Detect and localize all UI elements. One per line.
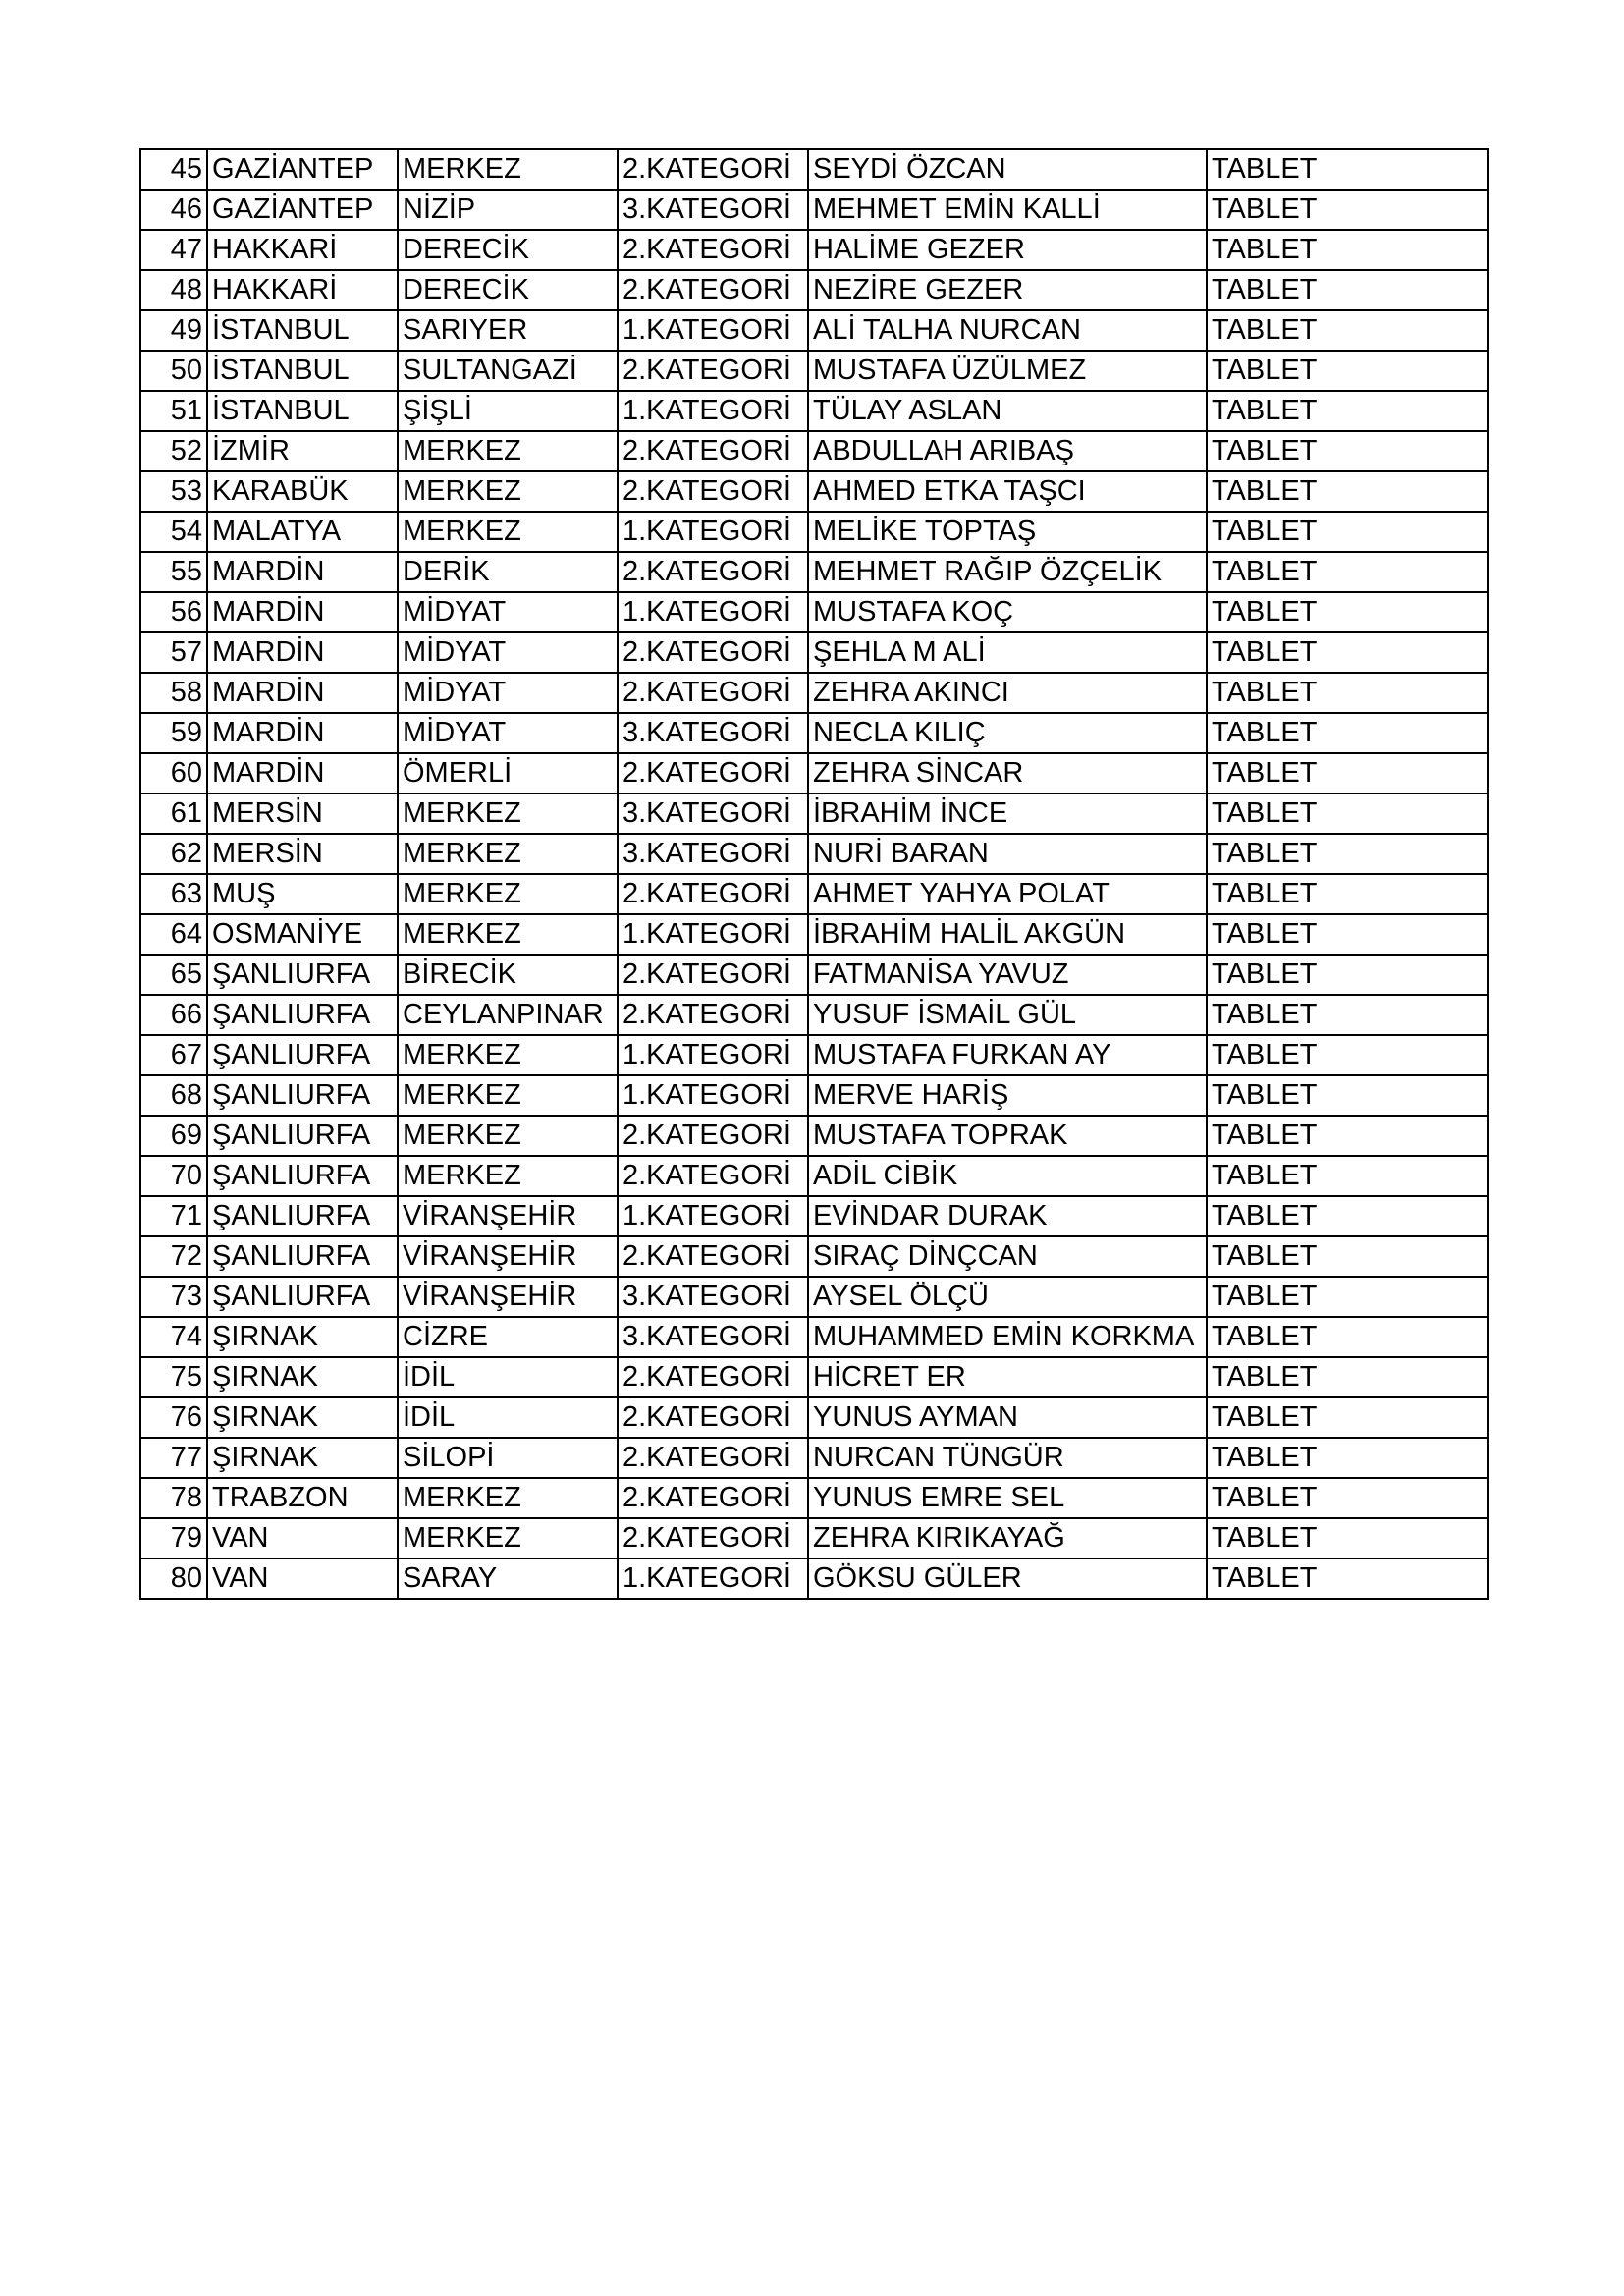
province-cell: ŞIRNAK: [207, 1357, 398, 1397]
name-cell: TÜLAY ASLAN: [808, 391, 1207, 431]
table-row: [140, 793, 1488, 834]
province-cell: VAN: [207, 1518, 398, 1558]
row-number-cell: 64: [140, 914, 207, 955]
row-number-cell: 58: [140, 673, 207, 713]
district-cell: MİDYAT: [398, 632, 618, 673]
name-cell: YUNUS EMRE SEL: [808, 1478, 1207, 1518]
table-row: [140, 874, 1488, 914]
province-cell: ŞANLIURFA: [207, 995, 398, 1035]
table-row: [140, 552, 1488, 592]
district-cell: DERİK: [398, 552, 618, 592]
district-cell: DERECİK: [398, 270, 618, 310]
table-row: [140, 632, 1488, 673]
province-cell: MARDİN: [207, 592, 398, 632]
name-cell: MUSTAFA FURKAN AY: [808, 1035, 1207, 1075]
category-cell: 2.KATEGORİ: [618, 1478, 808, 1518]
table-row: [140, 310, 1488, 351]
district-cell: MERKEZ: [398, 874, 618, 914]
category-cell: 3.KATEGORİ: [618, 1317, 808, 1357]
province-cell: ŞANLIURFA: [207, 1035, 398, 1075]
name-cell: FATMANİSA YAVUZ: [808, 955, 1207, 995]
table-row: [140, 834, 1488, 874]
name-cell: AYSEL ÖLÇÜ: [808, 1277, 1207, 1317]
row-number-cell: 67: [140, 1035, 207, 1075]
name-cell: ZEHRA KIRIKAYAĞ: [808, 1518, 1207, 1558]
district-cell: İDİL: [398, 1357, 618, 1397]
table-row: [140, 1035, 1488, 1075]
prize-cell: TABLET: [1207, 190, 1488, 230]
province-cell: MARDİN: [207, 753, 398, 793]
category-cell: 3.KATEGORİ: [618, 793, 808, 834]
category-cell: 2.KATEGORİ: [618, 673, 808, 713]
province-cell: MARDİN: [207, 632, 398, 673]
province-cell: ŞANLIURFA: [207, 1156, 398, 1196]
prize-cell: TABLET: [1207, 149, 1488, 190]
name-cell: MUSTAFA TOPRAK: [808, 1116, 1207, 1156]
prize-cell: TABLET: [1207, 1317, 1488, 1357]
table-row: [140, 1075, 1488, 1116]
category-cell: 2.KATEGORİ: [618, 1357, 808, 1397]
row-number-cell: 75: [140, 1357, 207, 1397]
row-number-cell: 71: [140, 1196, 207, 1236]
table-row: [140, 1277, 1488, 1317]
district-cell: MERKEZ: [398, 431, 618, 471]
category-cell: 3.KATEGORİ: [618, 190, 808, 230]
name-cell: EVİNDAR DURAK: [808, 1196, 1207, 1236]
name-cell: YUNUS AYMAN: [808, 1397, 1207, 1438]
results-table: [139, 148, 1489, 1600]
district-cell: VİRANŞEHİR: [398, 1277, 618, 1317]
row-number-cell: 65: [140, 955, 207, 995]
row-number-cell: 49: [140, 310, 207, 351]
district-cell: MİDYAT: [398, 673, 618, 713]
province-cell: ŞANLIURFA: [207, 1075, 398, 1116]
row-number-cell: 74: [140, 1317, 207, 1357]
name-cell: İBRAHİM İNCE: [808, 793, 1207, 834]
district-cell: MERKEZ: [398, 1035, 618, 1075]
table-row: [140, 1196, 1488, 1236]
prize-cell: TABLET: [1207, 270, 1488, 310]
province-cell: MUŞ: [207, 874, 398, 914]
category-cell: 1.KATEGORİ: [618, 1075, 808, 1116]
prize-cell: TABLET: [1207, 1478, 1488, 1518]
name-cell: NECLA KILIÇ: [808, 713, 1207, 753]
district-cell: MERKEZ: [398, 1518, 618, 1558]
district-cell: MERKEZ: [398, 471, 618, 512]
table-row: [140, 995, 1488, 1035]
province-cell: İSTANBUL: [207, 310, 398, 351]
category-cell: 2.KATEGORİ: [618, 351, 808, 391]
prize-cell: TABLET: [1207, 431, 1488, 471]
name-cell: MEHMET EMİN KALLİ: [808, 190, 1207, 230]
name-cell: MEHMET RAĞIP ÖZÇELİK: [808, 552, 1207, 592]
prize-cell: TABLET: [1207, 1196, 1488, 1236]
prize-cell: TABLET: [1207, 1075, 1488, 1116]
row-number-cell: 77: [140, 1438, 207, 1478]
name-cell: NURİ BARAN: [808, 834, 1207, 874]
prize-cell: TABLET: [1207, 1156, 1488, 1196]
table-row: [140, 1236, 1488, 1277]
name-cell: ZEHRA SİNCAR: [808, 753, 1207, 793]
district-cell: MERKEZ: [398, 914, 618, 955]
prize-cell: TABLET: [1207, 713, 1488, 753]
district-cell: DERECİK: [398, 230, 618, 270]
category-cell: 1.KATEGORİ: [618, 1196, 808, 1236]
district-cell: MİDYAT: [398, 713, 618, 753]
prize-cell: TABLET: [1207, 1277, 1488, 1317]
name-cell: AHMET YAHYA POLAT: [808, 874, 1207, 914]
category-cell: 2.KATEGORİ: [618, 471, 808, 512]
table-row: [140, 512, 1488, 552]
province-cell: VAN: [207, 1558, 398, 1599]
table-row: [140, 1558, 1488, 1599]
district-cell: SARAY: [398, 1558, 618, 1599]
table-row: [140, 391, 1488, 431]
table-row: [140, 713, 1488, 753]
name-cell: NEZİRE GEZER: [808, 270, 1207, 310]
name-cell: HALİME GEZER: [808, 230, 1207, 270]
row-number-cell: 56: [140, 592, 207, 632]
row-number-cell: 72: [140, 1236, 207, 1277]
name-cell: MELİKE TOPTAŞ: [808, 512, 1207, 552]
row-number-cell: 52: [140, 431, 207, 471]
province-cell: ŞANLIURFA: [207, 955, 398, 995]
prize-cell: TABLET: [1207, 552, 1488, 592]
district-cell: MERKEZ: [398, 834, 618, 874]
category-cell: 2.KATEGORİ: [618, 1518, 808, 1558]
district-cell: MERKEZ: [398, 149, 618, 190]
row-number-cell: 80: [140, 1558, 207, 1599]
name-cell: HİCRET ER: [808, 1357, 1207, 1397]
category-cell: 1.KATEGORİ: [618, 1558, 808, 1599]
category-cell: 3.KATEGORİ: [618, 834, 808, 874]
name-cell: MUSTAFA KOÇ: [808, 592, 1207, 632]
province-cell: MARDİN: [207, 673, 398, 713]
district-cell: CEYLANPINAR: [398, 995, 618, 1035]
prize-cell: TABLET: [1207, 391, 1488, 431]
province-cell: HAKKARİ: [207, 230, 398, 270]
district-cell: NİZİP: [398, 190, 618, 230]
district-cell: BİRECİK: [398, 955, 618, 995]
province-cell: MARDİN: [207, 713, 398, 753]
district-cell: VİRANŞEHİR: [398, 1236, 618, 1277]
name-cell: NURCAN TÜNGÜR: [808, 1438, 1207, 1478]
district-cell: MERKEZ: [398, 1156, 618, 1196]
prize-cell: TABLET: [1207, 1438, 1488, 1478]
province-cell: İSTANBUL: [207, 391, 398, 431]
row-number-cell: 50: [140, 351, 207, 391]
province-cell: ŞIRNAK: [207, 1438, 398, 1478]
category-cell: 1.KATEGORİ: [618, 1035, 808, 1075]
name-cell: ADİL CİBİK: [808, 1156, 1207, 1196]
row-number-cell: 70: [140, 1156, 207, 1196]
province-cell: ŞANLIURFA: [207, 1196, 398, 1236]
table-row: [140, 1156, 1488, 1196]
province-cell: MALATYA: [207, 512, 398, 552]
prize-cell: TABLET: [1207, 310, 1488, 351]
province-cell: MERSİN: [207, 834, 398, 874]
category-cell: 2.KATEGORİ: [618, 1236, 808, 1277]
name-cell: MUHAMMED EMİN KORKMA: [808, 1317, 1207, 1357]
table-row: [140, 351, 1488, 391]
row-number-cell: 60: [140, 753, 207, 793]
district-cell: İDİL: [398, 1397, 618, 1438]
prize-cell: TABLET: [1207, 1357, 1488, 1397]
district-cell: MERKEZ: [398, 1075, 618, 1116]
province-cell: GAZİANTEP: [207, 190, 398, 230]
name-cell: SEYDİ ÖZCAN: [808, 149, 1207, 190]
name-cell: MUSTAFA ÜZÜLMEZ: [808, 351, 1207, 391]
district-cell: MERKEZ: [398, 512, 618, 552]
district-cell: VİRANŞEHİR: [398, 1196, 618, 1236]
row-number-cell: 57: [140, 632, 207, 673]
table-row: [140, 149, 1488, 190]
row-number-cell: 63: [140, 874, 207, 914]
name-cell: AHMED ETKA TAŞCI: [808, 471, 1207, 512]
province-cell: GAZİANTEP: [207, 149, 398, 190]
row-number-cell: 46: [140, 190, 207, 230]
table-row: [140, 955, 1488, 995]
table-row: [140, 1116, 1488, 1156]
category-cell: 2.KATEGORİ: [618, 1397, 808, 1438]
district-cell: ÖMERLİ: [398, 753, 618, 793]
province-cell: ŞIRNAK: [207, 1317, 398, 1357]
district-cell: MERKEZ: [398, 793, 618, 834]
prize-cell: TABLET: [1207, 512, 1488, 552]
category-cell: 1.KATEGORİ: [618, 512, 808, 552]
prize-cell: TABLET: [1207, 995, 1488, 1035]
prize-cell: TABLET: [1207, 1518, 1488, 1558]
row-number-cell: 73: [140, 1277, 207, 1317]
prize-cell: TABLET: [1207, 793, 1488, 834]
district-cell: SARIYER: [398, 310, 618, 351]
prize-cell: TABLET: [1207, 1397, 1488, 1438]
category-cell: 1.KATEGORİ: [618, 592, 808, 632]
row-number-cell: 79: [140, 1518, 207, 1558]
name-cell: ZEHRA AKINCI: [808, 673, 1207, 713]
row-number-cell: 53: [140, 471, 207, 512]
table-row: [140, 471, 1488, 512]
province-cell: MARDİN: [207, 552, 398, 592]
category-cell: 2.KATEGORİ: [618, 1116, 808, 1156]
province-cell: HAKKARİ: [207, 270, 398, 310]
prize-cell: TABLET: [1207, 1236, 1488, 1277]
row-number-cell: 78: [140, 1478, 207, 1518]
name-cell: SIRAÇ DİNÇCAN: [808, 1236, 1207, 1277]
province-cell: ŞANLIURFA: [207, 1277, 398, 1317]
prize-cell: TABLET: [1207, 834, 1488, 874]
table-row: [140, 270, 1488, 310]
prize-cell: TABLET: [1207, 753, 1488, 793]
row-number-cell: 54: [140, 512, 207, 552]
district-cell: ŞİŞLİ: [398, 391, 618, 431]
category-cell: 2.KATEGORİ: [618, 149, 808, 190]
province-cell: İZMİR: [207, 431, 398, 471]
category-cell: 2.KATEGORİ: [618, 552, 808, 592]
category-cell: 1.KATEGORİ: [618, 391, 808, 431]
row-number-cell: 76: [140, 1397, 207, 1438]
name-cell: MERVE HARİŞ: [808, 1075, 1207, 1116]
prize-cell: TABLET: [1207, 230, 1488, 270]
category-cell: 3.KATEGORİ: [618, 713, 808, 753]
category-cell: 2.KATEGORİ: [618, 1156, 808, 1196]
prize-cell: TABLET: [1207, 914, 1488, 955]
category-cell: 3.KATEGORİ: [618, 1277, 808, 1317]
table-row: [140, 914, 1488, 955]
category-cell: 1.KATEGORİ: [618, 914, 808, 955]
name-cell: ABDULLAH ARIBAŞ: [808, 431, 1207, 471]
category-cell: 2.KATEGORİ: [618, 230, 808, 270]
prize-cell: TABLET: [1207, 1558, 1488, 1599]
table-row: [140, 753, 1488, 793]
row-number-cell: 55: [140, 552, 207, 592]
table-row: [140, 230, 1488, 270]
row-number-cell: 48: [140, 270, 207, 310]
district-cell: CİZRE: [398, 1317, 618, 1357]
district-cell: MİDYAT: [398, 592, 618, 632]
category-cell: 2.KATEGORİ: [618, 270, 808, 310]
row-number-cell: 68: [140, 1075, 207, 1116]
prize-cell: TABLET: [1207, 874, 1488, 914]
province-cell: TRABZON: [207, 1478, 398, 1518]
prize-cell: TABLET: [1207, 1116, 1488, 1156]
table-row: [140, 1518, 1488, 1558]
table-row: [140, 1357, 1488, 1397]
province-cell: KARABÜK: [207, 471, 398, 512]
district-cell: SİLOPİ: [398, 1438, 618, 1478]
table-row: [140, 1438, 1488, 1478]
province-cell: MERSİN: [207, 793, 398, 834]
table-row: [140, 1317, 1488, 1357]
province-cell: ŞANLIURFA: [207, 1116, 398, 1156]
prize-cell: TABLET: [1207, 351, 1488, 391]
row-number-cell: 69: [140, 1116, 207, 1156]
table-row: [140, 190, 1488, 230]
row-number-cell: 62: [140, 834, 207, 874]
row-number-cell: 61: [140, 793, 207, 834]
name-cell: YUSUF İSMAİL GÜL: [808, 995, 1207, 1035]
category-cell: 2.KATEGORİ: [618, 1438, 808, 1478]
row-number-cell: 47: [140, 230, 207, 270]
row-number-cell: 45: [140, 149, 207, 190]
table-row: [140, 1397, 1488, 1438]
name-cell: İBRAHİM HALİL AKGÜN: [808, 914, 1207, 955]
table-row: [140, 592, 1488, 632]
category-cell: 2.KATEGORİ: [618, 995, 808, 1035]
table-row: [140, 1478, 1488, 1518]
category-cell: 2.KATEGORİ: [618, 753, 808, 793]
province-cell: OSMANİYE: [207, 914, 398, 955]
category-cell: 1.KATEGORİ: [618, 310, 808, 351]
prize-cell: TABLET: [1207, 673, 1488, 713]
district-cell: MERKEZ: [398, 1116, 618, 1156]
district-cell: MERKEZ: [398, 1478, 618, 1518]
category-cell: 2.KATEGORİ: [618, 874, 808, 914]
category-cell: 2.KATEGORİ: [618, 632, 808, 673]
province-cell: İSTANBUL: [207, 351, 398, 391]
prize-cell: TABLET: [1207, 471, 1488, 512]
table-row: [140, 673, 1488, 713]
prize-cell: TABLET: [1207, 1035, 1488, 1075]
province-cell: ŞIRNAK: [207, 1397, 398, 1438]
row-number-cell: 66: [140, 995, 207, 1035]
results-table-body: [140, 149, 1488, 1599]
category-cell: 2.KATEGORİ: [618, 431, 808, 471]
district-cell: SULTANGAZİ: [398, 351, 618, 391]
prize-cell: TABLET: [1207, 955, 1488, 995]
category-cell: 2.KATEGORİ: [618, 955, 808, 995]
table-row: [140, 431, 1488, 471]
name-cell: ŞEHLA M ALİ: [808, 632, 1207, 673]
prize-cell: TABLET: [1207, 632, 1488, 673]
row-number-cell: 59: [140, 713, 207, 753]
name-cell: ALİ TALHA NURCAN: [808, 310, 1207, 351]
name-cell: GÖKSU GÜLER: [808, 1558, 1207, 1599]
prize-cell: TABLET: [1207, 592, 1488, 632]
province-cell: ŞANLIURFA: [207, 1236, 398, 1277]
row-number-cell: 51: [140, 391, 207, 431]
